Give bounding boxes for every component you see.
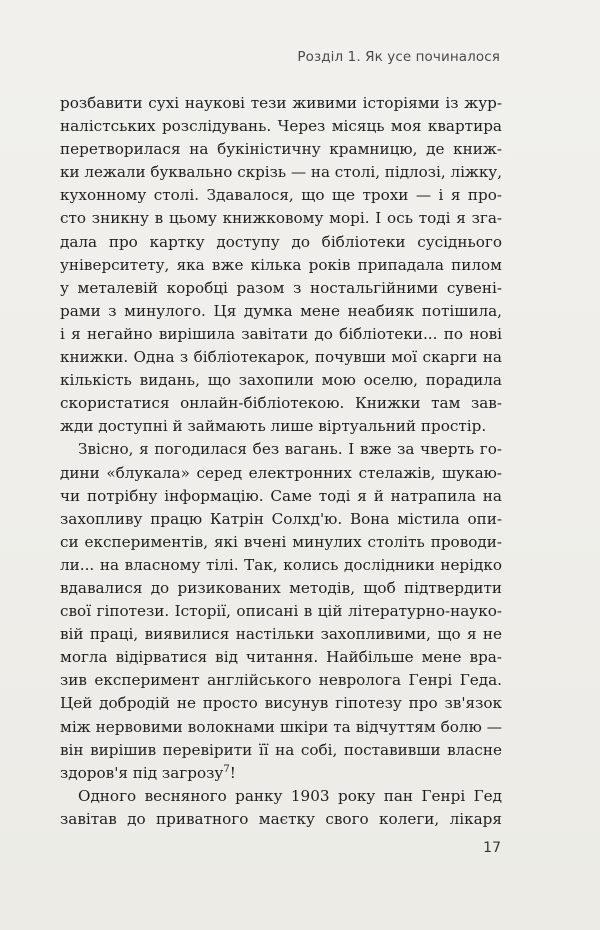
- text-line-content: свої гіпотези. Історії, описані в цій літературно-науко-: [60, 602, 502, 621]
- text-line: [60, 623, 502, 646]
- text-line-content: у металевій коробці разом з ностальгійними сувені-: [60, 278, 502, 297]
- text-line-content: між нервовими волокнами шкіри та відчуттям болю —: [60, 717, 502, 736]
- text-line: [60, 716, 502, 739]
- text-line: [60, 115, 502, 138]
- text-line: [60, 369, 502, 392]
- text-line: [60, 808, 502, 831]
- text-line-content: ки лежали буквально скрізь — на столі, підлозі, ліжку,: [60, 163, 503, 182]
- text-line: [60, 554, 502, 577]
- text-line: [60, 669, 502, 692]
- text-line-content: дала про картку доступу до бібліотеки сусіднього: [60, 232, 502, 251]
- text-line-suffix: !: [229, 763, 236, 782]
- text-line-content: захопливу працю Катрін Солхд'ю. Вона містила опи-: [60, 509, 502, 528]
- text-line-content: кухонному столі. Здавалося, що ще трохи — і я про-: [60, 186, 502, 205]
- text-line: [60, 277, 502, 300]
- text-line: [60, 577, 502, 600]
- text-line-content: чи потрібну інформацію. Саме тоді я й натрапила на: [60, 486, 502, 505]
- text-line-content: університету, яка вже кілька років припадала пилом: [60, 255, 502, 274]
- text-line: [60, 508, 502, 531]
- text-line-content: Звісно, я погодилася без вагань. І вже за чверть го-: [78, 440, 502, 459]
- text-line: [60, 161, 502, 184]
- text-line-content: завітав до приватного маєтку свого колеги, лікаря: [60, 809, 502, 828]
- text-line-content: скористатися онлайн-бібліотекою. Книжки там зав-: [60, 394, 502, 413]
- text-line: [60, 231, 502, 254]
- text-line: [60, 323, 502, 346]
- text-line-content: Одного весняного ранку 1903 року пан Генрі Гед: [78, 786, 502, 805]
- text-line-content: си експериментів, які вчені минулих століть проводи-: [60, 532, 502, 551]
- body-text: [60, 92, 502, 831]
- text-line: [60, 184, 502, 207]
- text-line-content: перетворилася на букіністичну крамницю, де книж-: [60, 140, 502, 159]
- text-line: [60, 739, 502, 762]
- text-line-content: зив експеримент англійського невролога Генрі Геда.: [60, 671, 502, 690]
- text-line-content: налістських розслідувань. Через місяць моя квартира: [60, 117, 502, 136]
- text-line-content: і я негайно вирішила завітати до бібліотеки... по нові: [60, 324, 502, 343]
- page-number: 17: [483, 840, 501, 856]
- text-line-content: здоров'я під загрозу: [60, 763, 224, 782]
- text-line: [60, 138, 502, 161]
- text-line: [60, 485, 502, 508]
- text-line: [60, 392, 502, 415]
- text-line: [60, 531, 502, 554]
- text-line-content: вій праці, виявилися настільки захопливими, що я не: [60, 625, 502, 644]
- text-line-content: сто зникну в цьому книжковому морі. І ось тоді я зга-: [60, 209, 502, 228]
- text-line-content: жди доступні й займають лише віртуальний простір.: [60, 417, 487, 436]
- text-line: [60, 600, 502, 623]
- text-line: [60, 254, 502, 277]
- text-line: [60, 692, 502, 715]
- text-line: [60, 762, 502, 785]
- text-line: [60, 646, 502, 669]
- text-line-content: ли... на власному тілі. Так, колись дослідники нерідко: [60, 555, 502, 574]
- text-line: [60, 462, 502, 485]
- text-line-content: Цей добродій не просто висунув гіпотезу про зв'язок: [60, 694, 502, 713]
- text-line-content: дини «блукала» серед електронних стелажів, шукаю-: [60, 463, 502, 482]
- text-line: [60, 415, 502, 438]
- text-line-content: книжки. Одна з бібліотекарок, почувши мої скарги на: [60, 348, 502, 367]
- footnote-reference[interactable]: 7: [223, 763, 230, 775]
- text-line-content: кількість видань, що захопили мою оселю, порадила: [60, 371, 502, 390]
- text-line: [60, 92, 502, 115]
- text-line: [60, 346, 502, 369]
- text-line-content: рами з минулого. Ця думка мене неабияк потішила,: [60, 301, 502, 320]
- text-line: [60, 207, 502, 230]
- text-line-content: розбавити сухі наукові тези живими історіями із жур-: [60, 94, 502, 112]
- running-header: Розділ 1. Як усе починалося: [297, 49, 500, 65]
- text-line: [60, 300, 502, 323]
- text-line-content: могла відірватися від читання. Найбільше мене вра-: [60, 648, 502, 667]
- text-line-content: вдавалися до ризикованих методів, щоб підтвердити: [60, 578, 502, 597]
- text-line: [60, 785, 502, 808]
- text-line: [60, 438, 502, 461]
- text-line-content: він вирішив перевірити її на собі, поставивши власне: [60, 740, 502, 759]
